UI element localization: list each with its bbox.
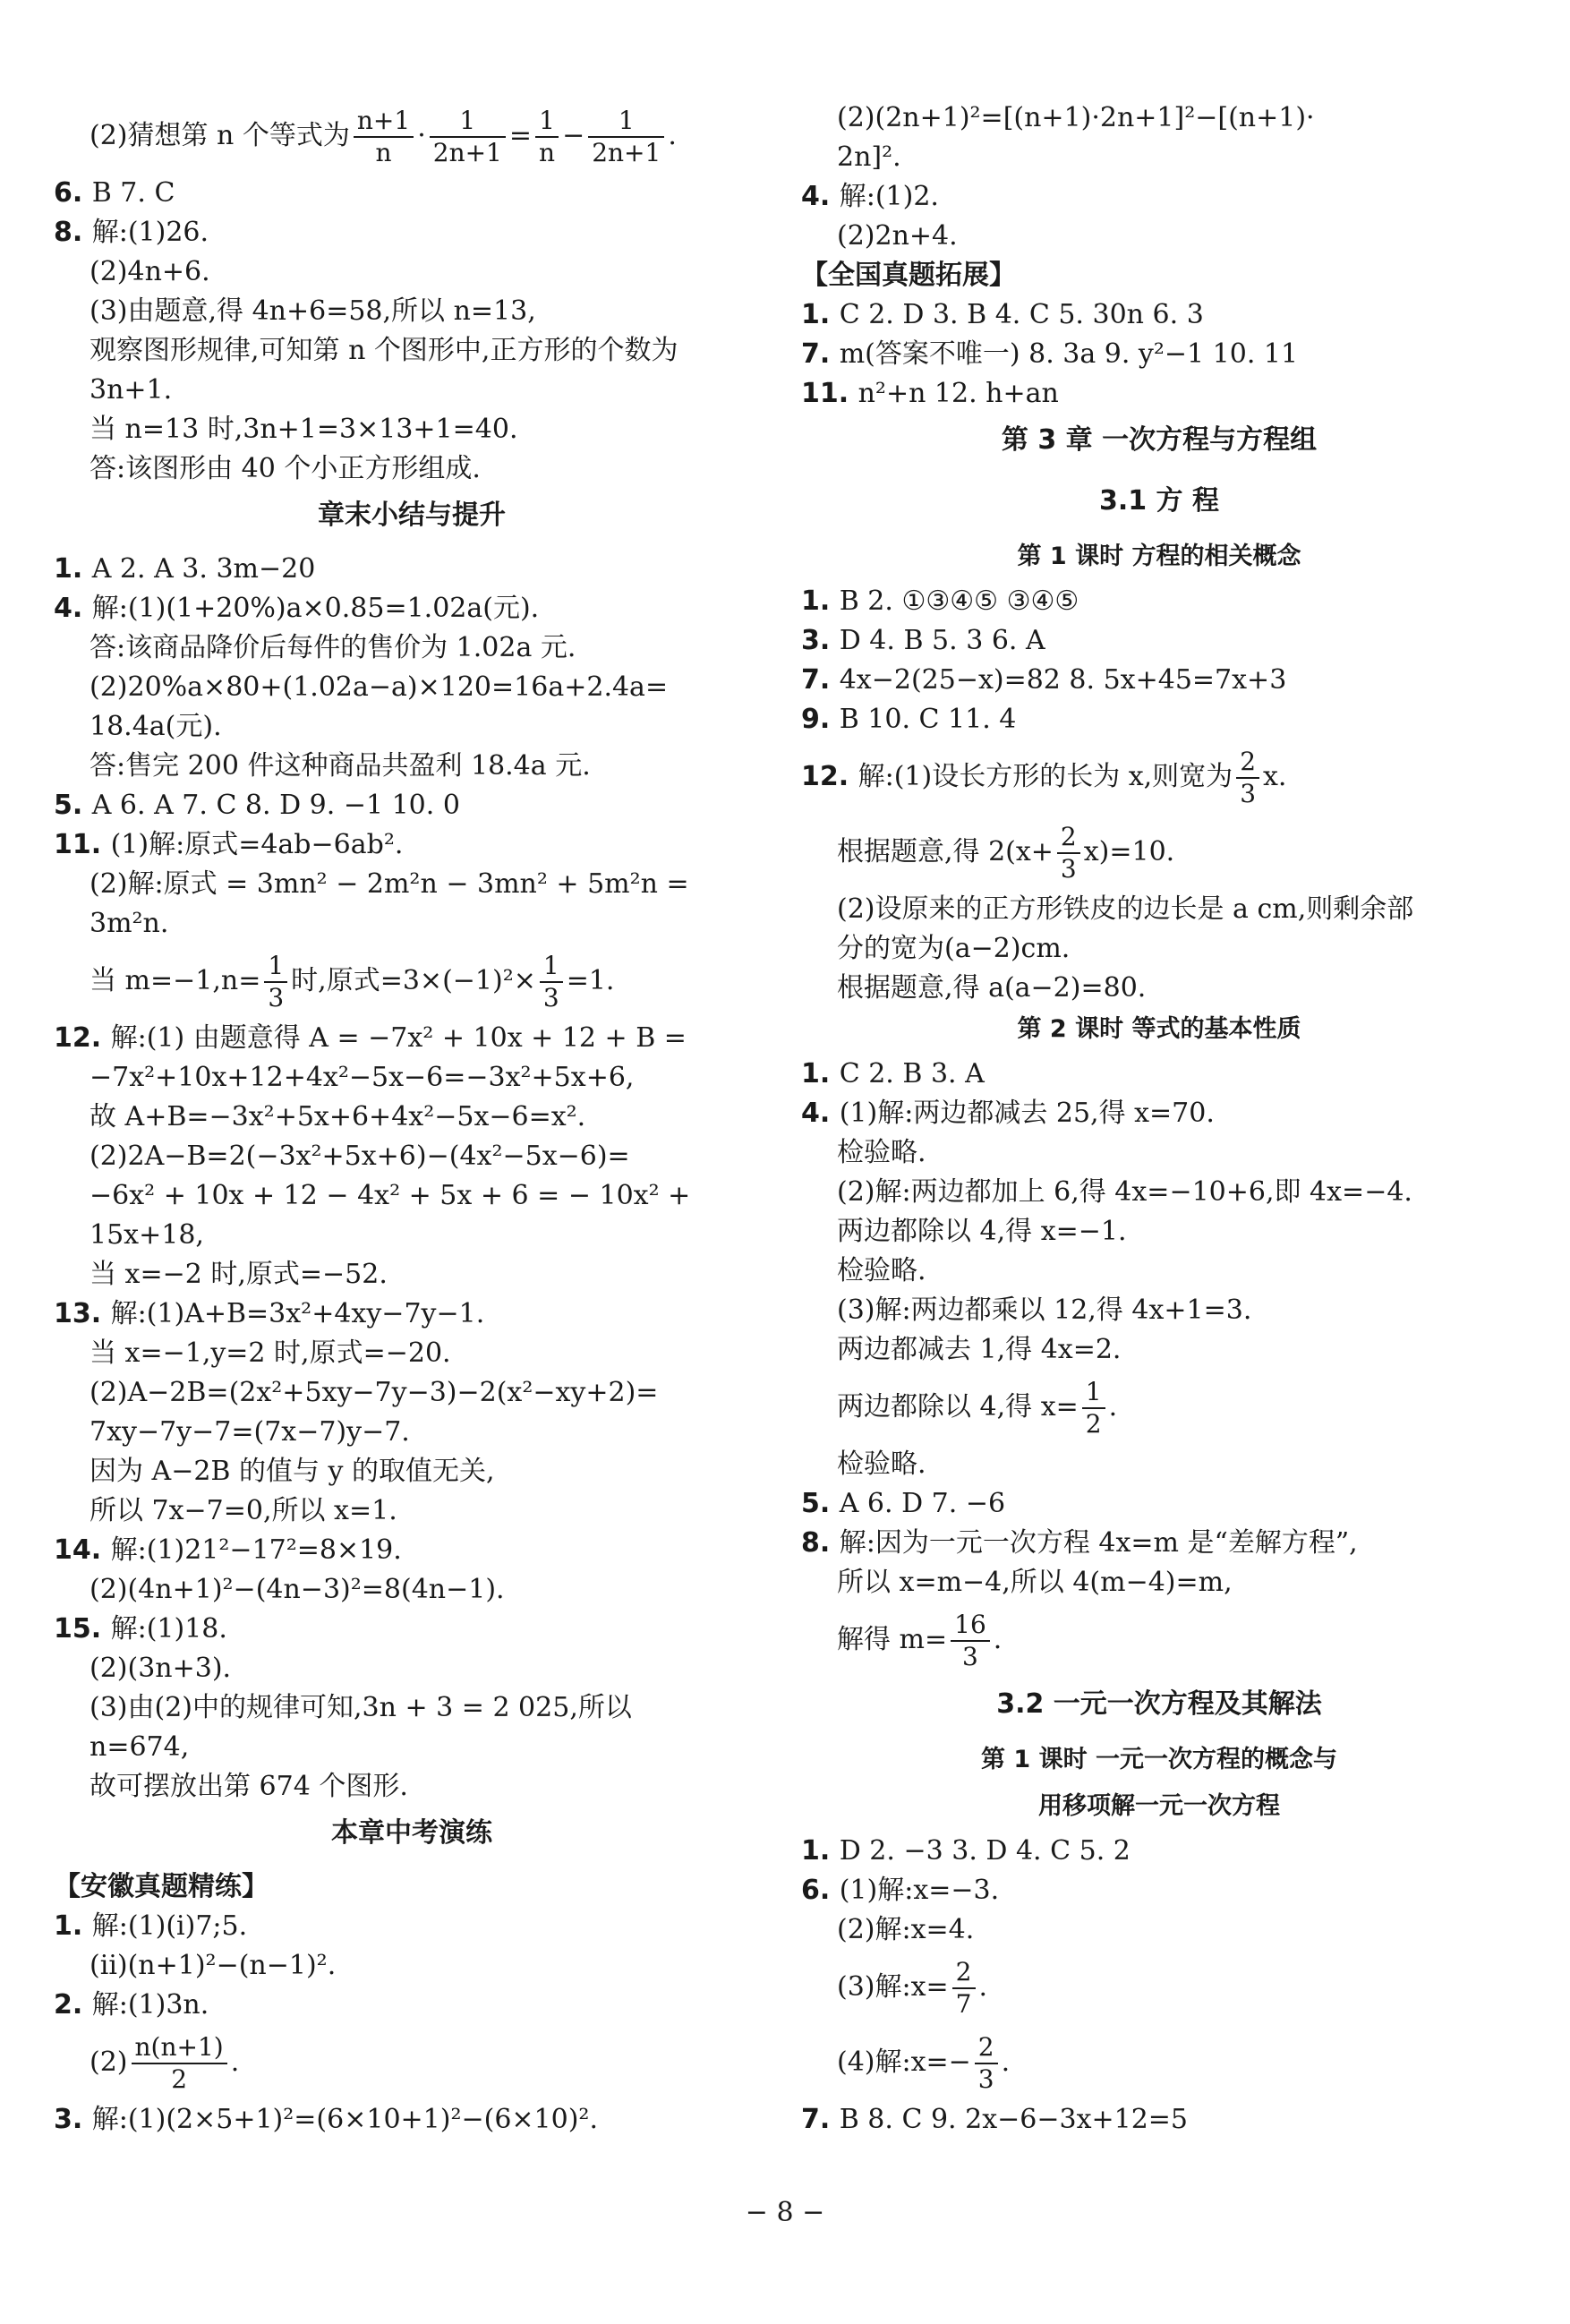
text: (2)(4n+1)²−(4n−3)²=8(4n−1). xyxy=(90,1574,505,1605)
answer-line xyxy=(54,825,770,865)
answer-line xyxy=(801,1871,1517,1910)
answer-line xyxy=(801,1484,1517,1524)
question-number: 11. xyxy=(54,829,111,860)
answer-line xyxy=(801,217,1517,256)
text: 解:(1)A+B=3x²+4xy−7y−1. xyxy=(110,1298,485,1329)
answer-line xyxy=(54,1216,770,1255)
answer-line xyxy=(54,1728,770,1767)
question-number: 4. xyxy=(54,593,92,624)
text: (3)由(2)中的规律可知,3n + 3 = 2 025,所以 xyxy=(90,1692,632,1723)
text: n=674, xyxy=(90,1731,190,1763)
text: 解:(1)(1+20%)a×0.85=1.02a(元). xyxy=(91,593,540,624)
question-number: 5. xyxy=(801,1488,840,1519)
text: 解:(1)设长方形的长为 x,则宽为 xyxy=(858,761,1233,792)
answer-line xyxy=(54,550,770,589)
text: B 10. C 11. 4 xyxy=(839,704,1017,735)
section-heading: 3.2 一元一次方程及其解法 xyxy=(996,1688,1322,1720)
text: A 2. A 3. 3m−20 xyxy=(91,553,316,585)
answer-line xyxy=(54,747,770,786)
numerator: n(n+1) xyxy=(132,2032,227,2064)
text: (1)解:原式=4ab−6ab². xyxy=(110,829,404,860)
fraction xyxy=(1057,822,1080,884)
question-number: 14. xyxy=(54,1534,111,1566)
answer-line xyxy=(801,1602,1517,1678)
text: 3n+1. xyxy=(90,374,173,406)
section-heading: 3.1 方 程 xyxy=(1098,485,1220,517)
fraction xyxy=(588,106,664,168)
text: C 2. B 3. A xyxy=(839,1058,985,1089)
denominator: 3 xyxy=(268,983,285,1012)
answer-line xyxy=(54,331,770,371)
answer-line xyxy=(54,292,770,331)
text: (2)猜想第 n 个等式为 xyxy=(90,120,350,151)
answer-line xyxy=(54,589,770,628)
numerator: 2 xyxy=(1236,747,1259,779)
answer-line xyxy=(801,1330,1517,1370)
answer-line xyxy=(801,1055,1517,1094)
numerator: 1 xyxy=(430,106,506,138)
answer-line xyxy=(54,1767,770,1807)
question-number: 9. xyxy=(801,704,840,735)
answer-line xyxy=(54,1610,770,1649)
answer-line xyxy=(801,1133,1517,1173)
denominator: 3 xyxy=(977,2064,994,2094)
text: D 4. B 5. 3 6. A xyxy=(839,625,1045,656)
answer-line xyxy=(54,1531,770,1570)
text: −7x²+10x+12+4x²−5x−6=−3x²+5x+6, xyxy=(90,1062,635,1093)
question-number: 6. xyxy=(801,1875,840,1906)
text: · xyxy=(417,120,426,151)
answer-line xyxy=(54,1176,770,1216)
numerator: 16 xyxy=(951,1610,990,1642)
text: 解:(1) 由题意得 A = −7x² + 10x + 12 + B = xyxy=(110,1022,687,1054)
text: 根据题意,得 a(a−2)=80. xyxy=(837,972,1147,1004)
answer-line xyxy=(801,661,1517,700)
answer-line xyxy=(801,700,1517,739)
answer-line xyxy=(801,1370,1517,1445)
fraction xyxy=(264,951,287,1013)
answer-line xyxy=(54,1986,770,2025)
text: 解得 m= xyxy=(837,1624,948,1655)
text: (2)设原来的正方形铁皮的边长是 a cm,则剩余部 xyxy=(837,893,1414,925)
fraction xyxy=(430,106,506,168)
text: . xyxy=(1001,2046,1011,2078)
text: (2)解:两边都加上 6,得 4x=−10+6,即 4x=−4. xyxy=(837,1176,1412,1208)
numerator: 2 xyxy=(1057,822,1080,854)
text: (2)20%a×80+(1.02a−a)×120=16a+2.4a= xyxy=(90,671,669,703)
text: 所以 7x−7=0,所以 x=1. xyxy=(90,1495,397,1526)
question-number: 1. xyxy=(801,1058,840,1089)
fraction xyxy=(1236,747,1259,809)
numerator: 2 xyxy=(952,1957,976,1989)
denominator: 7 xyxy=(955,1989,972,2019)
left-column xyxy=(54,98,770,2140)
answer-line xyxy=(54,904,770,944)
denominator: 3 xyxy=(1240,779,1257,808)
answer-line xyxy=(54,1098,770,1137)
answer-line xyxy=(801,969,1517,1008)
numerator: 1 xyxy=(264,951,287,983)
text: n²+n 12. h+an xyxy=(858,378,1059,409)
question-number: 2. xyxy=(54,1989,92,2021)
text: B 2. ①③④⑤ ③④⑤ xyxy=(839,585,1079,617)
answer-line xyxy=(54,1058,770,1098)
answer-line xyxy=(54,2025,770,2100)
text: 观察图形规律,可知第 n 个图形中,正方形的个数为 xyxy=(90,335,678,366)
answer-line xyxy=(801,1524,1517,1563)
text: 答:该商品降价后每件的售价为 1.02a 元. xyxy=(90,632,576,663)
text: 所以 x=m−4,所以 4(m−4)=m, xyxy=(837,1567,1233,1598)
text: 两边都除以 4,得 x= xyxy=(837,1391,1079,1423)
fraction xyxy=(535,106,559,168)
answer-line xyxy=(54,410,770,449)
answer-line xyxy=(54,1294,770,1334)
answer-line xyxy=(54,98,770,174)
numerator: 1 xyxy=(535,106,559,138)
question-number: 7. xyxy=(801,338,840,370)
page-number: − 8 − xyxy=(745,2197,825,2228)
text: B 8. C 9. 2x−6−3x+12=5 xyxy=(839,2104,1189,2135)
text: (ⅱ)(n+1)²−(n−1)². xyxy=(90,1950,337,1981)
text: 两边都减去 1,得 4x=2. xyxy=(837,1334,1122,1365)
question-number: 3. xyxy=(801,625,840,656)
answer-line xyxy=(54,1570,770,1610)
text: 解:(1)3n. xyxy=(91,1989,209,2021)
text: 故 A+B=−3x²+5x+6+4x²−5x−6=x². xyxy=(90,1101,586,1132)
answer-line xyxy=(54,1373,770,1413)
denominator: 2n+1 xyxy=(592,138,661,167)
answer-line xyxy=(801,890,1517,929)
numerator: 1 xyxy=(1082,1377,1105,1409)
text: 18.4a(元). xyxy=(90,711,222,742)
answer-line xyxy=(54,449,770,489)
fraction xyxy=(952,1957,976,2020)
text: A 6. D 7. −6 xyxy=(839,1488,1006,1519)
fraction xyxy=(1082,1377,1105,1440)
answer-line xyxy=(801,1291,1517,1330)
question-number: 5. xyxy=(54,790,92,821)
text: (2)A−2B=(2x²+5xy−7y−3)−2(x²−xy+2)= xyxy=(90,1377,659,1408)
lesson-heading: 用移项解一元一次方程 xyxy=(1038,1792,1280,1820)
text: 15x+18, xyxy=(90,1219,204,1251)
text: . xyxy=(1108,1391,1118,1423)
answer-line xyxy=(801,1832,1517,1871)
text: 当 x=−2 时,原式=−52. xyxy=(90,1259,388,1290)
question-number: 1. xyxy=(54,1910,92,1942)
question-number: 1. xyxy=(801,1835,840,1867)
text: (2)解:原式 = 3mn² − 2m²n − 3mn² + 5m²n = xyxy=(90,868,689,900)
denominator: 3 xyxy=(1060,854,1077,884)
numerator: 2 xyxy=(975,2032,998,2064)
answer-line xyxy=(54,252,770,292)
section-heading: 本章中考演练 xyxy=(331,1817,492,1849)
text: 解:(1)(2×5+1)²=(6×10+1)²−(6×10)². xyxy=(91,2104,598,2135)
numerator: n+1 xyxy=(354,106,414,138)
fraction xyxy=(951,1610,990,1672)
text: x)=10. xyxy=(1083,836,1175,867)
denominator: 3 xyxy=(542,983,559,1012)
text: (2)2A−B=2(−3x²+5x+6)−(4x²−5x−6)= xyxy=(90,1141,630,1172)
text: m(答案不唯一) 8. 3a 9. y²−1 10. 11 xyxy=(839,338,1299,370)
text: 解:(1)18. xyxy=(110,1613,227,1645)
text: (4)解:x=− xyxy=(837,2046,971,2078)
fraction xyxy=(975,2032,998,2095)
answer-line xyxy=(801,138,1517,177)
numerator: 1 xyxy=(540,951,563,983)
question-number: 12. xyxy=(801,761,858,792)
text: 7xy−7y−7=(7x−7)y−7. xyxy=(90,1416,410,1448)
text: . xyxy=(978,1971,988,2003)
text: 解:因为一元一次方程 4x=m 是“差解方程”, xyxy=(839,1527,1358,1559)
question-number: 1. xyxy=(54,553,92,585)
answer-line xyxy=(801,177,1517,217)
text: 解:(1)(ⅰ)7;5. xyxy=(91,1910,248,1942)
section-heading: 章末小结与提升 xyxy=(318,500,506,531)
text: 故可摆放出第 674 个图形. xyxy=(90,1771,408,1802)
text: (2)2n+4. xyxy=(837,220,958,252)
text: 当 m=−1,n= xyxy=(90,965,261,996)
answer-line xyxy=(54,1491,770,1531)
bracket-heading: 【全国真题拓展】 xyxy=(801,260,1016,291)
lesson-heading: 第 1 课时 方程的相关概念 xyxy=(1017,543,1301,570)
text: (2)解:x=4. xyxy=(837,1914,975,1945)
text: (3)解:两边都乘以 12,得 4x+1=3. xyxy=(837,1294,1252,1326)
text: 当 n=13 时,3n+1=3×13+1=40. xyxy=(90,414,518,445)
answer-line xyxy=(54,174,770,213)
denominator: 2 xyxy=(171,2064,188,2094)
answer-line xyxy=(54,1452,770,1491)
text: 时,原式=3×(−1)²× xyxy=(291,965,536,996)
text: 解:(1)26. xyxy=(91,217,209,248)
answer-line xyxy=(54,1019,770,1058)
answer-line xyxy=(801,2025,1517,2100)
text: 解:(1)2. xyxy=(839,181,939,212)
text: (3)解:x= xyxy=(837,1971,949,2003)
question-number: 3. xyxy=(54,2104,92,2135)
text: 检验略. xyxy=(837,1137,926,1168)
answer-line xyxy=(801,1094,1517,1133)
answer-line xyxy=(54,1649,770,1688)
text: 分的宽为(a−2)cm. xyxy=(837,933,1071,964)
fraction xyxy=(540,951,563,1013)
denominator: n xyxy=(375,138,392,167)
text: − xyxy=(562,120,585,151)
question-number: 8. xyxy=(54,217,92,248)
numerator: 1 xyxy=(588,106,664,138)
answer-line xyxy=(54,371,770,410)
answer-line xyxy=(801,739,1517,815)
answer-line xyxy=(54,668,770,707)
answer-line xyxy=(54,944,770,1019)
question-number: 7. xyxy=(801,664,840,696)
question-number: 13. xyxy=(54,1298,111,1329)
text: . xyxy=(993,1624,1003,1655)
denominator: n xyxy=(539,138,556,167)
answer-line xyxy=(801,1563,1517,1602)
question-number: 12. xyxy=(54,1022,111,1054)
text: (2)(3n+3). xyxy=(90,1653,232,1684)
text: 当 x=−1,y=2 时,原式=−20. xyxy=(90,1337,451,1369)
text: 检验略. xyxy=(837,1448,926,1480)
text: . xyxy=(668,120,677,151)
text: (2) xyxy=(90,2046,128,2078)
fraction xyxy=(354,106,414,168)
text: (2)(2n+1)²=[(n+1)·2n+1]²−[(n+1)· xyxy=(837,102,1315,133)
text: . xyxy=(230,2046,240,2078)
answer-line xyxy=(801,2100,1517,2140)
text: 因为 A−2B 的值与 y 的取值无关, xyxy=(90,1456,495,1487)
answer-line xyxy=(801,1212,1517,1252)
answer-line xyxy=(54,1907,770,1946)
text: 解:(1)21²−17²=8×19. xyxy=(110,1534,402,1566)
question-number: 7. xyxy=(801,2104,840,2135)
text: (2)4n+6. xyxy=(90,256,210,287)
question-number: 6. xyxy=(54,177,92,209)
answer-line xyxy=(54,2100,770,2140)
answer-line xyxy=(801,929,1517,969)
text: D 2. −3 3. D 4. C 5. 2 xyxy=(839,1835,1131,1867)
answer-line xyxy=(801,1445,1517,1484)
right-column xyxy=(801,98,1517,2140)
denominator: 3 xyxy=(962,1642,978,1671)
text: (3)由题意,得 4n+6=58,所以 n=13, xyxy=(90,295,536,327)
text: −6x² + 10x + 12 − 4x² + 5x + 6 = − 10x² + xyxy=(90,1180,691,1211)
question-number: 4. xyxy=(801,1098,840,1129)
question-number: 1. xyxy=(801,299,840,330)
answer-line xyxy=(54,707,770,747)
answer-line xyxy=(54,1688,770,1728)
text: 4x−2(25−x)=82 8. 5x+45=7x+3 xyxy=(839,664,1287,696)
answer-line xyxy=(801,582,1517,621)
text: (1)解:x=−3. xyxy=(839,1875,1000,1906)
answer-line xyxy=(54,1334,770,1373)
text: 根据题意,得 2(x+ xyxy=(837,836,1054,867)
text: (1)解:两边都减去 25,得 x=70. xyxy=(839,1098,1215,1129)
text: 检验略. xyxy=(837,1255,926,1286)
answer-line xyxy=(54,865,770,904)
answer-line xyxy=(801,1950,1517,2025)
lesson-heading: 第 1 课时 一元一次方程的概念与 xyxy=(981,1746,1337,1773)
answer-line xyxy=(801,1252,1517,1291)
text: 两边都除以 4,得 x=−1. xyxy=(837,1216,1127,1247)
answer-line xyxy=(801,295,1517,335)
answer-line xyxy=(801,1173,1517,1212)
answer-line xyxy=(801,815,1517,890)
denominator: 2 xyxy=(1085,1409,1102,1439)
answer-line xyxy=(54,1255,770,1294)
question-number: 11. xyxy=(801,378,858,409)
answer-line xyxy=(801,374,1517,414)
answer-line xyxy=(54,786,770,825)
text: 答:售完 200 件这种商品共盈利 18.4a 元. xyxy=(90,750,591,782)
answer-line xyxy=(801,335,1517,374)
text: A 6. A 7. C 8. D 9. −1 10. 0 xyxy=(91,790,460,821)
text: C 2. D 3. B 4. C 5. 30n 6. 3 xyxy=(839,299,1204,330)
denominator: 2n+1 xyxy=(432,138,502,167)
text: 2n]². xyxy=(837,141,901,173)
text: =1. xyxy=(566,965,615,996)
text: B 7. C xyxy=(91,177,175,209)
text: = xyxy=(508,120,533,151)
answer-line xyxy=(801,1910,1517,1950)
answer-line xyxy=(801,621,1517,661)
bracket-heading: 【安徽真题精练】 xyxy=(54,1871,269,1902)
answer-line xyxy=(54,628,770,668)
fraction xyxy=(132,2032,227,2095)
answer-line xyxy=(54,1946,770,1986)
text: 3m²n. xyxy=(90,908,169,939)
text: 答:该图形由 40 个小正方形组成. xyxy=(90,453,481,484)
answer-line xyxy=(801,98,1517,138)
text: x. xyxy=(1263,761,1287,792)
question-number: 8. xyxy=(801,1527,840,1559)
answer-line xyxy=(54,213,770,252)
question-number: 15. xyxy=(54,1613,111,1645)
answer-line xyxy=(54,1413,770,1452)
lesson-heading: 第 2 课时 等式的基本性质 xyxy=(1017,1015,1301,1043)
question-number: 4. xyxy=(801,181,840,212)
answer-line xyxy=(54,1137,770,1176)
question-number: 1. xyxy=(801,585,840,617)
section-heading: 第 3 章 一次方程与方程组 xyxy=(1001,424,1318,456)
